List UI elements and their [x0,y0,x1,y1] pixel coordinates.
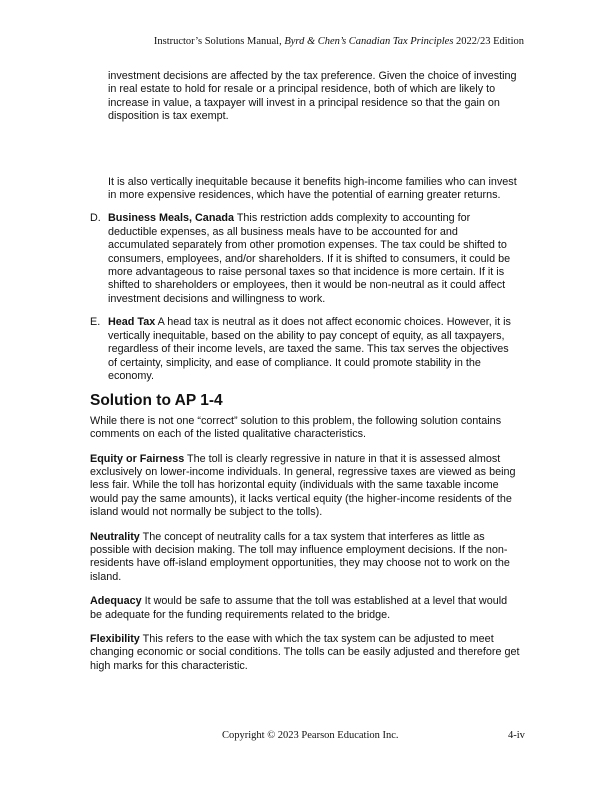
page-number: 4-iv [508,730,525,741]
paragraph-flexibility [90,633,520,673]
running-header [154,36,524,47]
list-item-letter: E. [90,316,101,329]
list-item-e [90,316,520,383]
page-body [90,70,520,673]
paragraph-neutrality [90,531,520,585]
list-item-d [90,212,520,306]
paragraph-adequacy [90,595,520,622]
paragraph-heading: Adequacy [90,595,142,608]
header-book-title: Byrd & Chen’s Canadian Tax Principles [284,36,454,47]
section-title: Solution to AP 1-4 [90,392,223,410]
paragraph-text: The toll is clearly regressive in nature in that it is assessed almost exclusively on lower-income individuals. In general, regressive taxes are viewed as being less fair. While the toll has horizontal equity (individuals with the same taxable income would pay the same amounts), it lacks vertical equity (the higher-income residents of the island would not normally be subject to the tolls). [90,452,516,519]
vertical-equity-paragraph: It is also vertically inequitable because it benefits high-income families who can invest in more expensive residences, which have the potential of earning greater returns. [108,175,517,202]
paragraph-heading: Neutrality [90,530,140,543]
paragraph-heading: Equity or Fairness [90,452,185,465]
header-prefix: Instructor’s Solutions Manual, [153,36,285,47]
copyright-notice: Copyright © 2023 Pearson Education Inc. [222,730,399,741]
list-item-heading: Head Tax [108,316,156,329]
paragraph-text: The concept of neutrality calls for a tax system that interferes as little as possible with decision making. The toll may influence employment decisions. If the non-residents have off-island employment opportunities, they may choose not to work on the island. [90,530,510,583]
paragraph-equity [90,453,520,520]
list-item-letter: D. [90,212,101,225]
list-item-text: This restriction adds complexity to accounting for deductible expenses, as all business meals have to be accounted for and accumulated separately from other promotion expenses. The tax could be shifted to consumers, employees, and/or shareholders. If it is shifted to consumers, it could be more advantageous to raise personal taxes so that incidence is more certain. If it is shifted to shareholders or employees, then it would be non-neutral as it could affect investment decisions and willingness to work. [108,212,511,305]
paragraph-heading: Flexibility [90,633,140,645]
paragraph-text: This refers to the ease with which the tax system can be adjusted to meet changing economic or social conditions. The tolls can be easily adjusted and therefore get high marks for this characteristic. [90,633,520,672]
intro-paragraph: investment decisions are affected by the tax preference. Given the choice of investing in real estate to hold for resale or a principal residence, both of which are likely to increase in value, a taxpayer will invest in a principal residence so that the gain on disposition is tax exempt. [108,70,517,123]
list-item-text: A head tax is neutral as it does not affect economic choices. However, it is vertically inequitable, based on the ability to pay concept of equity, as all taxpayers, regardless of their income levels, are taxed the same. This tax serves the objectives of certainty, simplicity, and ease of compliance. It could promote stability in the economy. [108,316,511,382]
solution-intro: While there is not one “correct” solution to this problem, the following solution contains comments on each of the listed qualitative characteristics. [90,414,502,441]
paragraph-text: It would be safe to assume that the toll was established at a level that would be adequate for the funding requirements related to the bridge. [90,595,508,621]
list-item-heading: Business Meals, Canada [108,212,235,225]
header-suffix: 2022/23 Edition [453,36,524,47]
